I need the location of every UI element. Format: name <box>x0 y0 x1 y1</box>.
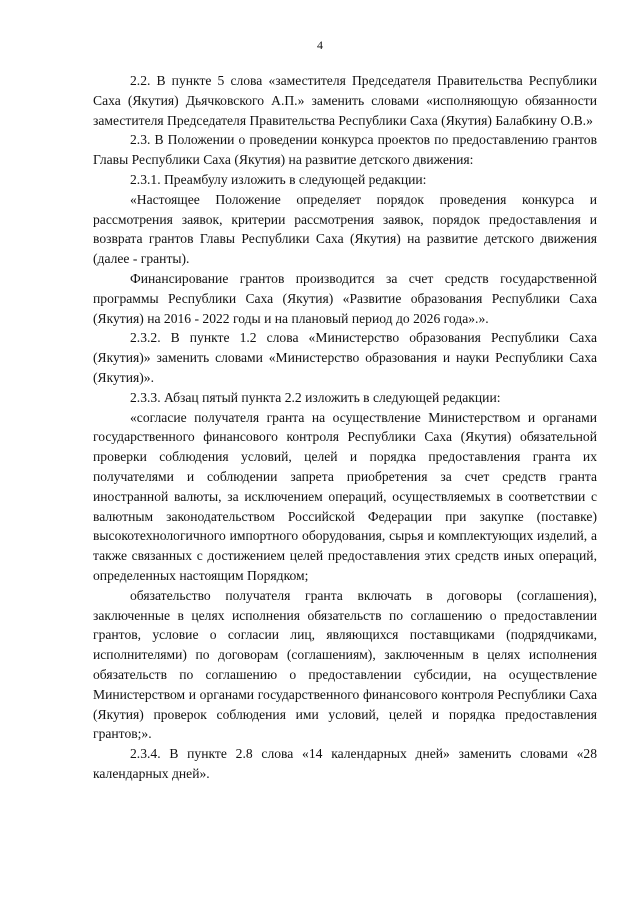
paragraph-2-3-3: 2.3.3. Абзац пятый пункта 2.2 изложить в следующей редакции: <box>130 389 501 405</box>
paragraph-2-3-1: 2.3.1. Преамбулу изложить в следующей редакции: <box>130 171 427 187</box>
document-body <box>93 71 597 784</box>
paragraph-2-3-4: 2.3.4. В пункте 2.8 слова «14 календарных дней» заменить словами «28 календарных дней». <box>93 746 597 781</box>
quoted-paragraph-consent: «согласие получателя гранта на осуществление Министерством и органами государственного финансового контроля Республики Саха (Якутия) обязательной проверки соблюдения условий, целей и порядка предоставления гранта их получателями и соблюдении запрета приобретения за счет средств гранта иностранной валюты, за исключением операций, осуществляемых в соответствии с валютным законодательством Российской Федерации при закупке (поставке) высокотехнологичного импортного оборудования, сырья и комплектующих изделий, а также связанных с достижением целей предоставления этих средств иных операций, определенных настоящим Порядком; <box>93 409 597 583</box>
preamble-paragraph-2: Финансирование грантов производится за счет средств государственной программы Республики Саха (Якутия) «Развитие образования Республики Саха (Якутия) на 2016 - 2022 годы и на плановый период до 2026 года».». <box>93 270 597 326</box>
preamble-paragraph-1: «Настоящее Положение определяет порядок проведения конкурса и рассмотрения заявок, критерии рассмотрения заявок, порядок предоставления и возврата грантов Главы Республики Саха (Якутия) на развитие детского движения (далее - гранты). <box>93 191 597 267</box>
paragraph-2-2: 2.2. В пункте 5 слова «заместителя Председателя Правительства Республики Саха (Якутия) Дьячковского А.П.» заменить словами «исполняющую обязанности заместителя Председателя Правительства Республики Саха (Якутия) Балабкину О.В.» <box>93 73 597 128</box>
paragraph-2-3-2: 2.3.2. В пункте 1.2 слова «Министерство образования Республики Саха (Якутия)» заменить словами «Министерство образования и науки Республики Саха (Якутия)». <box>93 330 597 385</box>
quoted-paragraph-obligation: обязательство получателя гранта включать в договоры (соглашения), заключенные в целях исполнения обязательств по соглашению о предоставлении грантов, условие о согласии лиц, являющихся поставщиками (подрядчиками, исполнителями) по договорам (соглашениям), заключенным в целях исполнения обязательств по соглашению о предоставлении субсидии, на осуществление Министерством и органами государственного финансового контроля Республики Саха (Якутия) проверок соблюдения ими условий, целей и порядка предоставления грантов;». <box>93 587 597 742</box>
paragraph-2-3: 2.3. В Положении о проведении конкурса проектов по предоставлению грантов Главы Республики Саха (Якутия) на развитие детского движения: <box>93 132 597 168</box>
page-number: 4 <box>317 38 323 52</box>
